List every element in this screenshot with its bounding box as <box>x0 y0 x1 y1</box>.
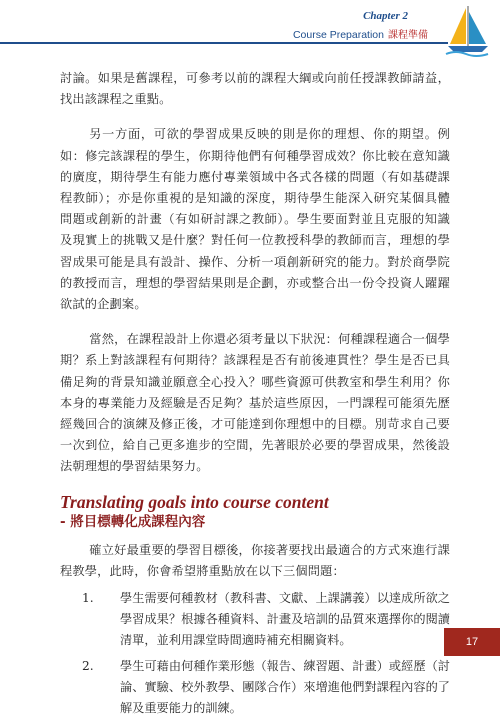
section-intro: 確立好最重要的學習目標後，你接著要找出最適合的方式來進行課程教學，此時，你會希望將重點放在以下三個問題： <box>60 542 450 578</box>
list-item <box>60 588 450 652</box>
list-item-number: 1. <box>82 591 94 606</box>
sailboat-icon <box>444 4 492 58</box>
list-item-number: 2. <box>82 658 94 673</box>
paragraph-1: 討論。如果是舊課程，可參考以前的課程大綱或向前任授課教師請益，找出該課程之重點。 <box>60 71 450 107</box>
page-body <box>60 68 450 723</box>
chapter-title-zh: 課程準備 <box>388 30 428 41</box>
section-heading-zh: - 將目標轉化成課程內容 <box>60 513 206 530</box>
chapter-title-en: Course Preparation <box>292 29 384 41</box>
section-heading-en: Translating goals into course content <box>60 491 329 512</box>
page-number: 17 <box>444 628 500 656</box>
paragraph-3: 當然，在課程設計上你還必須考量以下狀況：何種課程適合一個學期？系上對該課程有何期待？該課程是否有前後連貫性？學生是否已具備足夠的背景知識並願意全心投入？哪些資源可供教室和學生利用？你本身的專業能力及經驗是否足夠？基於這些原因，一門課程可能須先歷經幾回合的演練及修正後，才可能達到你理想中的目標。別苛求自己要一次到位，給自己更多進步的空間，先著眼於必要的學習成果，然後設法朝理想的學習結果努力。 <box>60 332 450 474</box>
header-rule <box>0 42 448 44</box>
chapter-label: Chapter 2 <box>363 10 408 22</box>
list-item-text: 學生需要何種教材（教科書、文獻、上課講義）以達成所欲之學習成果？根據各種資料、計畫及培訓的品質來選擇你的閱讀清單，並利用課堂時間適時補充相關資料。 <box>120 591 450 648</box>
list-item-text: 學生可藉由何種作業形態（報告、練習題、計畫）或經歷（討論、實驗、校外教學、團隊合作）來增進他們對課程內容的了解及重要能力的訓練。 <box>120 658 450 716</box>
chapter-title <box>293 26 428 41</box>
list-item <box>60 656 450 720</box>
paragraph-2: 另一方面，可欲的學習成果反映的則是你的理想、你的期望。例如：修完該課程的學生，你期待他們有何種學習成效？你比較在意知識的廣度，期待學生有能力應付專業領域中各式各樣的問題（有如基礎課程教師）；亦是你重視的是知識的深度，期待學生能深入研究某個具體問題或創新的計畫（有如研討課之教師）。學生要面對並且克服的知識及現實上的挑戰又是什麼？對任何一位教授科學的教師而言，理想的學習成果可能是具有設計、操作、分析一項創新研究的能力。對於商學院的教授而言，理想的學習結果則是企劃，亦或整合出一份令投資人躍躍欲試的企劃案。 <box>60 127 450 312</box>
page-header <box>0 0 500 62</box>
